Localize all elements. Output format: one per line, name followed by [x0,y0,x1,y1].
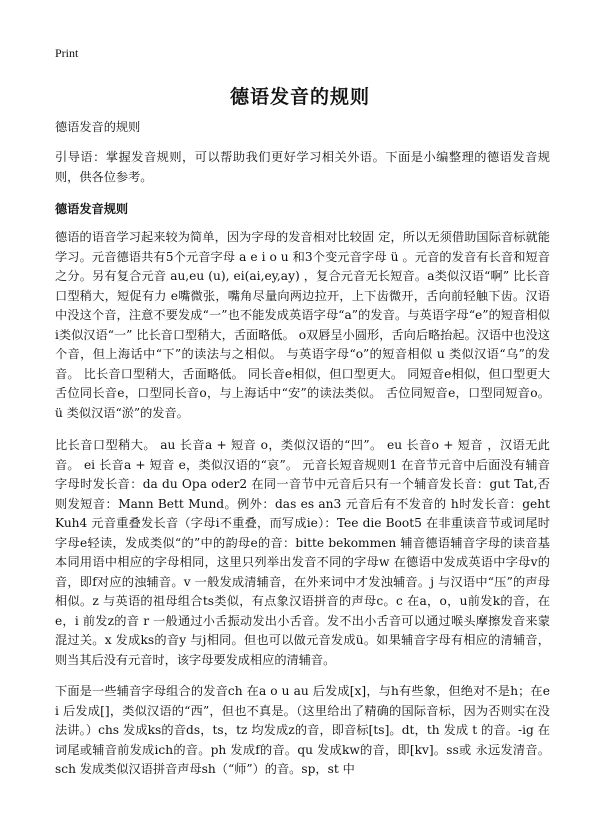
body-paragraph-combinations: 下面是一些辅音字母组合的发音ch 在a o u au 后发成[x]，与h有些象，但绝对不是h；在e i 后发成[]，类似汉语的“西”，但也不真是。（这里给出了精确的国际音标，因为否则实在没法讲。）chs 发成ks的音ds，ts，tz 均发成z的音，即音标[ts]。dt，th 发成 t 的音。-ig 在词尾或辅音前发成ich的音。ph 发成f的音。qu 发成kw的音，即[kv]。ss或 永远发清音。sch 发成类似汉语拼音声母sh（“师”）的音。sp，st 中 [55,684,550,776]
print-link[interactable]: Print [55,46,79,60]
body-paragraph-vowels: 德语的语音学习起来较为简单，因为字母的发音相对比较固 定，所以无须借助国际音标就能学习。元音德语共有5个元音字母 a e i o u 和3个变元音字母 ü 。元音的发音有长音和短音之分。另有复合元音 au,eu (u), ei(ai,ey,ay) ，复合元音无长短音。a类似汉语“啊” 比长音口型稍大，短促有力 e嘴微张，嘴角尽量向两边拉开，上下齿微开，舌向前轻触下齿。汉语中没这个音，注意不要发成“一”也不能发成英语字母“a”的发音。与英语字母“e”的短音相似 i类似汉语“一” 比长音口型稍大，舌面略低。 o双唇呈小圆形，舌向后略抬起。汉语中也没这个音，但上海话中“下”的读法与之相似。 与英语字母“o”的短音相似 u 类似汉语“乌”的发音。 比长音口型稍大，舌面略低。 同长音e相似，但口型更大。 同短音e相似，但口型更大 舌位同长音e，口型同长音o，与上海话中“安”的读法类似。 舌位同短音e，口型同短音o。 ü 类似汉语“淤”的发音。 [55,230,550,420]
body-paragraph-consonants: 比长音口型稍大。 au 长音a + 短音 o，类似汉语的“凹”。 eu 长音o + 短音 ，汉语无此音。 ei 长音a + 短音 e，类似汉语的“哀”。 元音长短音规则1 在音节元音中后面没有辅音字母时发长音：da du Opa oder2 在同一音节中元音后只有一个辅音发长音：gut Tat,否则发短音：Mann Bett Mund。例外：das es an3 元音后有不发音的 h时发长音：geht Kuh4 元音重叠发长音（字母i不重叠，而写成ie）：Tee die Boot5 在非重读音节或词尾时字母e轻读，发成类似“的”中的韵母e的音：bitte bekommen 辅音德语辅音字母的读音基本同用语中相应的字母相同，这里只列举出发音不同的字母w 在德语中发成英语中字母v的音，即f对应的浊辅音。v 一般发成清辅音，在外来词中才发浊辅音。j 与汉语中“压”的声母相似。z 与英语的祖母组合ts类似，有点象汉语拼音的声母c。c 在a，o，u前发k的音，在e，i 前发z的音 r 一般通过小舌振动发出小舌音。发不出小舌音可以通过喉头摩擦发音来蒙混过关。x 发成ks的音y 与j相同。但也可以做元音发成ü。如果辅音字母有相应的清辅音，则当其后没有元音时，该字母要发成相应的清辅音。 [55,438,550,667]
page-title: 德语发音的规则 [229,86,370,108]
intro-paragraph: 引导语：掌握发音规则，可以帮助我们更好学习相关外语。下面是小编整理的德语发音规则，供各位参考。 [55,150,550,184]
section-heading: 德语发音规则 [55,202,129,216]
article-subtitle: 德语发音的规则 [55,120,141,134]
